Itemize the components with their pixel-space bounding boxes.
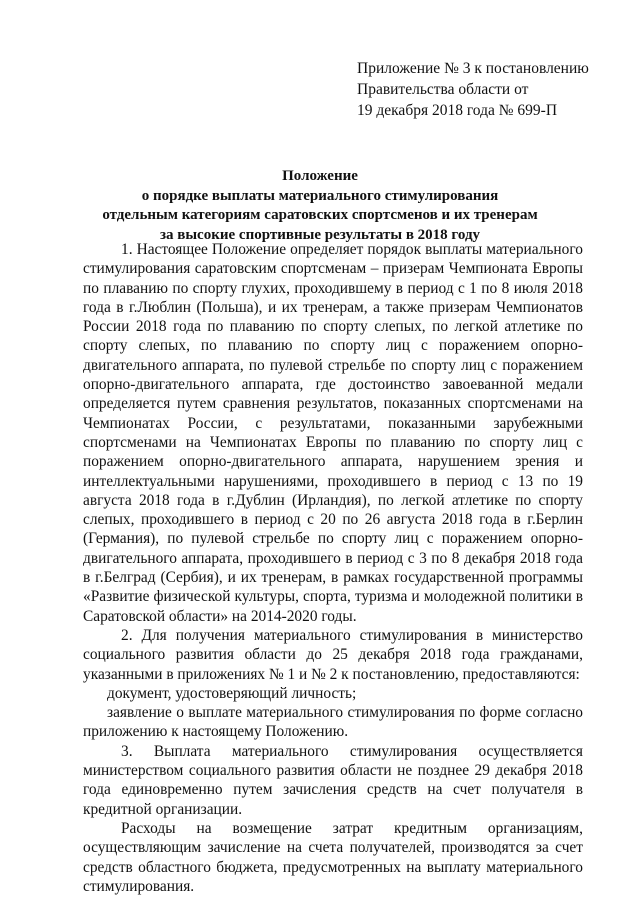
title-line: отдельным категориям саратовских спортсменов и их тренерам (102, 207, 538, 223)
title-line: о порядке выплаты материального стимулирования (141, 187, 499, 204)
appendix-reference (357, 58, 627, 121)
document-body (83, 240, 583, 896)
paragraph-4: Расходы на возмещение затрат кредитным организациям, осуществляющим зачисление на счета получателей, производятся за счет средств областного бюджета, предусмотренных на выплату материального стимулирования. (83, 819, 583, 895)
paragraph-list-item: документ, удостоверяющий личность; (107, 684, 357, 702)
appendix-line: Приложение № 3 к постановлению (357, 60, 589, 77)
title-line: за высокие спортивные результаты в 2018 году (159, 226, 481, 243)
paragraph-2: 2. Для получения материального стимулирования в министерство социального развития области до 25 декабря 2018 года гражданами, указанными в приложениях № 1 и № 2 к постановлению, предоставляются: (83, 626, 583, 683)
paragraph-list-item: заявление о выплате материального стимулирования по форме согласно приложению к настоящему Положению. (83, 704, 583, 741)
paragraph-1: 1. Настоящее Положение определяет порядок выплаты материального стимулирования саратовским спортсменам – призерам Чемпионата Европы по плаванию по спорту глухих, проходившему в период с 1 по 8 июля 2018 года в г.Люблин (Польша), и их тренерам, а также призерам Чемпионатов России 2018 года по плаванию по спорту слепых, по легкой атлетике по спорту слепых, по плаванию по спорту лиц с поражением опорно-двигательного аппарата, по пулевой стрельбе по спорту лиц с поражением опорно-двигательного аппарата, где достоинство завоеванной медали определяется путем сравнения результатов, показанных спортсменами на Чемпионатах России, с результатами, показанными зарубежными спортсменами на Чемпионатах Европы по плаванию по спорту лиц с поражением опорно-двигательного аппарата, нарушением зрения и интеллектуальными нарушениями, проходившего в период с 13 по 19 августа 2018 года в г.Дублин (Ирландия), по легкой атлетике по спорту слепых, проходившего в период с 20 по 26 августа 2018 года в г.Берлин (Германия), по пулевой стрельбе по спорту лиц с поражением опорно-двигательного аппарата, проходившего в период с 3 по 8 декабря 2018 года в г.Белград (Сербия), и их тренерам, в рамках государственной программы «Развитие физической культуры, спорта, туризма и молодежной политики в Саратовской области» на 2014-2020 годы. (83, 241, 583, 625)
document-title (60, 167, 580, 245)
appendix-line: 19 декабря 2018 года № 699-П (357, 102, 558, 119)
appendix-line: Правительства области от (357, 81, 529, 98)
title-line: Положение (282, 168, 358, 184)
paragraph-3: 3. Выплата материального стимулирования осуществляется министерством социального развития области не позднее 29 декабря 2018 года единовременно путем зачисления средств на счет получателя в кредитной организации. (83, 742, 583, 818)
